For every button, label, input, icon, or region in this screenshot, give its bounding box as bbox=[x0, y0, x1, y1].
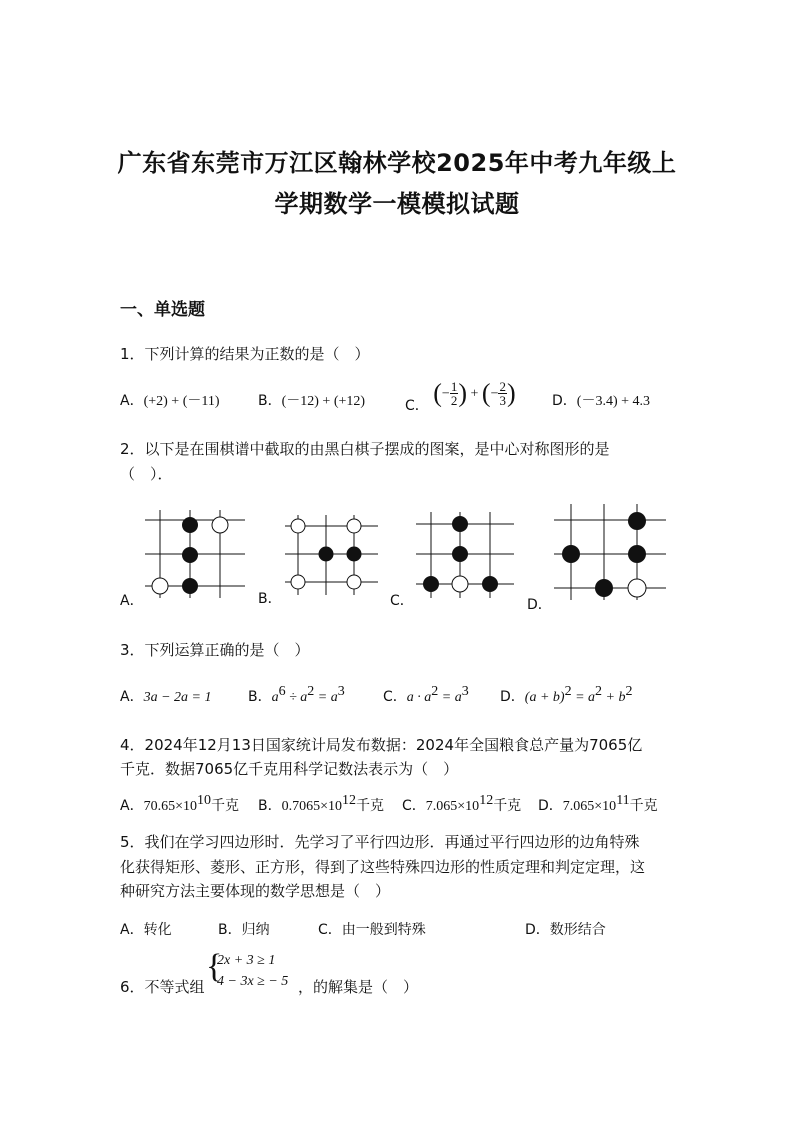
document-title-line1: 广东省东莞市万江区翰林学校2025年中考九年级上 bbox=[117, 149, 677, 177]
question-5-stem-line1: 5．我们在学习四边形时．先学习了平行四边形．再通过平行四边形的边角特殊 bbox=[120, 833, 640, 851]
q1-c-minus2: − bbox=[490, 386, 499, 402]
question-3-stem: 3．下列运算正确的是（ ） bbox=[120, 641, 310, 659]
q1-c-plus: + bbox=[466, 386, 482, 402]
q5-option-d[interactable]: D．数形结合 bbox=[525, 922, 606, 938]
q3-option-a[interactable] bbox=[120, 686, 211, 706]
q4-d-unit: 千克 bbox=[629, 798, 658, 814]
black-stone bbox=[628, 545, 646, 563]
black-stone bbox=[182, 578, 198, 594]
q1-c-rparen: ) bbox=[458, 378, 467, 408]
q3-b-exp1: 6 bbox=[278, 684, 286, 699]
q4-c-exp: 12 bbox=[479, 793, 494, 808]
white-stone bbox=[291, 575, 305, 589]
q4-option-b-label: B． bbox=[258, 798, 282, 814]
q1-option-d-expr: (－3.4) + 4.3 bbox=[576, 394, 651, 409]
q3-d-eq: = a bbox=[571, 690, 596, 705]
q3-d-exp2: 2 bbox=[595, 684, 603, 699]
q4-option-a-label: A． bbox=[120, 798, 144, 814]
q1-c-f1-num: 1 bbox=[450, 379, 458, 394]
q1-c-lparen2: ( bbox=[481, 378, 491, 408]
q4-option-c[interactable] bbox=[402, 795, 521, 815]
section-heading: 一、单选题 bbox=[120, 300, 205, 320]
white-stone bbox=[628, 579, 646, 597]
question-2-stem-line2: （ ）． bbox=[120, 465, 173, 483]
q4-b-exp: 12 bbox=[342, 793, 357, 808]
q1-option-c-label: C． bbox=[405, 397, 429, 414]
q4-option-b[interactable] bbox=[258, 795, 384, 815]
q3-option-c[interactable] bbox=[383, 686, 469, 706]
q5-option-c[interactable]: C．由一般到特殊 bbox=[318, 922, 426, 938]
q4-c-unit: 千克 bbox=[493, 798, 522, 814]
question-4-stem-line2: 千克．数据7065亿千克用科学记数法表示为（ ） bbox=[120, 760, 459, 778]
q3-b-mid: ÷ a bbox=[285, 690, 308, 705]
white-stone bbox=[152, 578, 168, 594]
q3-option-b-label: B． bbox=[248, 689, 272, 705]
question-4-stem-line1: 4．2024年12月13日国家统计局发布数据：2024年全国粮食总产量为7065亿 bbox=[120, 736, 643, 754]
q4-c-coef: 7.065×10 bbox=[425, 799, 480, 814]
q4-option-a[interactable] bbox=[120, 795, 239, 815]
document-title-line2: 学期数学一模模拟试题 bbox=[274, 190, 520, 218]
q2-option-c-label[interactable]: C． bbox=[390, 593, 414, 609]
black-stone bbox=[452, 516, 468, 532]
q3-option-d-label: D． bbox=[500, 689, 525, 705]
q2-option-b-label[interactable]: B． bbox=[258, 591, 282, 607]
q1-option-b[interactable] bbox=[258, 390, 365, 410]
q4-a-coef: 70.65×10 bbox=[143, 799, 197, 814]
q4-option-d[interactable] bbox=[538, 795, 658, 815]
q1-option-a-expr: (+2) + (－11) bbox=[143, 394, 220, 409]
q4-option-d-label: D． bbox=[538, 798, 563, 814]
q2-option-b-figure bbox=[280, 510, 380, 600]
q3-d-plus: + b bbox=[602, 690, 626, 705]
q2-option-d-figure bbox=[552, 502, 668, 602]
q2-option-c-figure bbox=[414, 510, 518, 600]
q4-d-exp: 11 bbox=[616, 793, 630, 808]
q3-b-exp3: 3 bbox=[337, 684, 345, 699]
q1-c-f2-den: 3 bbox=[499, 393, 506, 408]
q3-b-base1: a bbox=[271, 690, 279, 705]
q6-inequality-1: 2x + 3 ≥ 1 bbox=[217, 953, 276, 968]
q1-c-rparen2: ) bbox=[506, 378, 516, 408]
q4-d-coef: 7.065×10 bbox=[562, 799, 617, 814]
q3-option-a-expr: 3a − 2a = 1 bbox=[143, 690, 212, 705]
question-1-stem: 1．下列计算的结果为正数的是（ ） bbox=[120, 345, 370, 363]
q3-d-exp3: 2 bbox=[625, 684, 633, 699]
white-stone bbox=[212, 517, 228, 533]
q6-brace: { bbox=[206, 948, 223, 985]
black-stone bbox=[482, 576, 498, 592]
q4-a-exp: 10 bbox=[196, 793, 211, 808]
q1-c-f1-den: 2 bbox=[450, 393, 458, 408]
q1-option-b-expr: (－12) + (+12) bbox=[281, 394, 366, 409]
black-stone bbox=[452, 546, 468, 562]
q1-option-a-label: A． bbox=[120, 393, 144, 409]
question-6-prefix: 6．不等式组 bbox=[120, 978, 205, 996]
q2-option-a-label[interactable]: A． bbox=[120, 593, 144, 609]
question-5-stem-line2: 化获得矩形、菱形、正方形，得到了这些特殊四边形的性质定理和判定定理，这 bbox=[120, 858, 646, 876]
q5-option-a[interactable]: A．转化 bbox=[120, 922, 172, 938]
black-stone bbox=[182, 517, 198, 533]
q3-option-b[interactable] bbox=[248, 686, 345, 706]
q3-d-exp1: 2 bbox=[564, 684, 572, 699]
q1-c-minus1: − bbox=[441, 386, 450, 402]
q3-d-left: (a + b) bbox=[524, 690, 565, 705]
q3-c-base: a · a bbox=[406, 690, 432, 705]
q3-b-eq: = a bbox=[314, 690, 338, 705]
q1-option-a[interactable] bbox=[120, 390, 220, 410]
white-stone bbox=[452, 576, 468, 592]
q1-c-fraction-2 bbox=[498, 380, 507, 407]
q1-option-d-label: D． bbox=[552, 393, 577, 409]
white-stone bbox=[347, 575, 361, 589]
question-6-suffix: ，的解集是（ ） bbox=[298, 978, 419, 996]
q2-option-a-figure bbox=[140, 510, 250, 600]
q1-option-b-label: B． bbox=[258, 393, 282, 409]
q4-b-coef: 0.7065×10 bbox=[281, 799, 343, 814]
q3-option-c-label: C． bbox=[383, 689, 407, 705]
white-stone bbox=[291, 519, 305, 533]
q1-option-d[interactable] bbox=[552, 390, 650, 410]
q1-option-c[interactable] bbox=[405, 378, 516, 414]
q2-option-d-label[interactable]: D． bbox=[527, 597, 552, 613]
black-stone bbox=[319, 547, 334, 562]
black-stone bbox=[423, 576, 439, 592]
q3-c-exp1: 2 bbox=[431, 684, 439, 699]
black-stone bbox=[595, 579, 613, 597]
question-5-stem-line3: 种研究方法主要体现的数学思想是（ ） bbox=[120, 882, 391, 900]
question-2-stem-line1: 2．以下是在围棋谱中截取的由黑白棋子摆成的图案，是中心对称图形的是 bbox=[120, 440, 610, 458]
black-stone bbox=[628, 512, 646, 530]
q3-option-d[interactable] bbox=[500, 686, 632, 706]
q1-c-f2-num: 2 bbox=[499, 379, 506, 394]
q5-option-b[interactable]: B．归纳 bbox=[218, 922, 270, 938]
q6-inequality-2: 4 − 3x ≥ − 5 bbox=[217, 974, 289, 989]
q3-c-eq: = a bbox=[438, 690, 462, 705]
black-stone bbox=[562, 545, 580, 563]
black-stone bbox=[347, 547, 362, 562]
q4-option-c-label: C． bbox=[402, 798, 426, 814]
q3-option-a-label: A． bbox=[120, 689, 144, 705]
q4-b-unit: 千克 bbox=[356, 798, 385, 814]
q1-c-lparen: ( bbox=[433, 378, 442, 408]
white-stone bbox=[347, 519, 361, 533]
q3-c-exp2: 3 bbox=[461, 684, 469, 699]
q3-b-exp2: 2 bbox=[307, 684, 315, 699]
q4-a-unit: 千克 bbox=[210, 798, 239, 814]
black-stone bbox=[182, 547, 198, 563]
